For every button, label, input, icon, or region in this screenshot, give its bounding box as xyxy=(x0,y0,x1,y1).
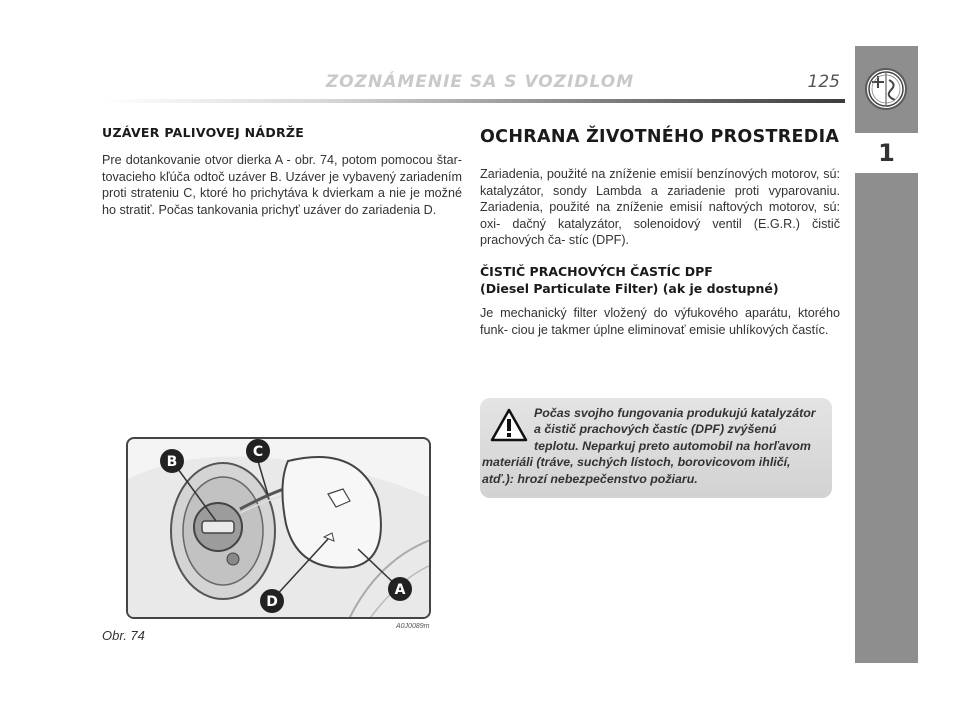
dpf-subheading-line1: ČISTIČ PRACHOVÝCH ČASTÍC DPF xyxy=(480,264,713,279)
figure-label-c-text: C xyxy=(252,444,264,460)
figure-label-d xyxy=(260,589,284,613)
warning-icon-spacer xyxy=(482,405,534,453)
alfa-romeo-logo-icon xyxy=(865,68,907,110)
alfa-romeo-logo-svg xyxy=(867,70,905,108)
fuel-cap-figure xyxy=(126,437,431,619)
environment-heading: OCHRANA ŽIVOTNÉHO PROSTREDIA xyxy=(480,127,840,147)
emissions-paragraph: Zariadenia, použité na zníženie emisií benzínových motorov, sú: katalyzátor, sondy Lambda a zariadenie proti vyparovaniu. Zariadenia, použité na zníženie emisií naftových motorov, sú: oxi- dačný katalyzátor, solenoidový ventil (E.G.R.) čistič prachových ča- stíc (DPF). xyxy=(480,167,840,248)
figure-label-d-text: D xyxy=(266,594,278,610)
dpf-subheading-line2: (Diesel Particulate Filter) (ak je dostupné) xyxy=(480,281,779,296)
figure-label-a-text: A xyxy=(394,582,406,598)
warning-text: Počas svojho fungovania produkujú katalyzátor a čistič prachových častíc (DPF) zvýšenú teplotu. Neparkuj preto automobil na horľavom materiáli (tráve, suchých lístoch, borovicovom ihličí, atď.): hrozí nebezpečenstvo požiaru. xyxy=(482,406,816,486)
fuel-cap-heading: UZÁVER PALIVOVEJ NÁDRŽE xyxy=(102,125,305,140)
running-header-title: ZOZNÁMENIE SA S VOZIDLOM xyxy=(325,72,635,92)
dpf-subheading xyxy=(480,263,840,297)
figure-caption: Obr. 74 xyxy=(102,628,145,643)
figure-label-b-text: B xyxy=(166,454,178,470)
figure-label-c xyxy=(246,439,270,463)
header-rule xyxy=(100,99,845,103)
fuel-cap-illustration xyxy=(128,439,431,619)
dpf-paragraph: Je mechanický filter vložený do výfukového aparátu, ktorého funk- ciou je takmer úplne eliminovať emisie uhlíkových častíc. xyxy=(480,306,840,337)
figure-label-a xyxy=(388,577,412,601)
chapter-number: 1 xyxy=(878,139,895,167)
figure-code: A0J0089m xyxy=(396,623,430,630)
page-number: 125 xyxy=(807,72,840,92)
figure-label-b xyxy=(160,449,184,473)
warning-text-block xyxy=(482,405,822,487)
fuel-cap-paragraph: Pre dotankovanie otvor dierka A - obr. 74, potom pomocou štar- tovacieho kľúča odtoč uzáver B. Uzáver je vybavený zariadením proti strateniu C, ktoré ho prichytáva k dvierkam a nie je možné ho stratiť. Počas tankovania prichyť uzáver do zariadenia D. xyxy=(102,153,462,217)
